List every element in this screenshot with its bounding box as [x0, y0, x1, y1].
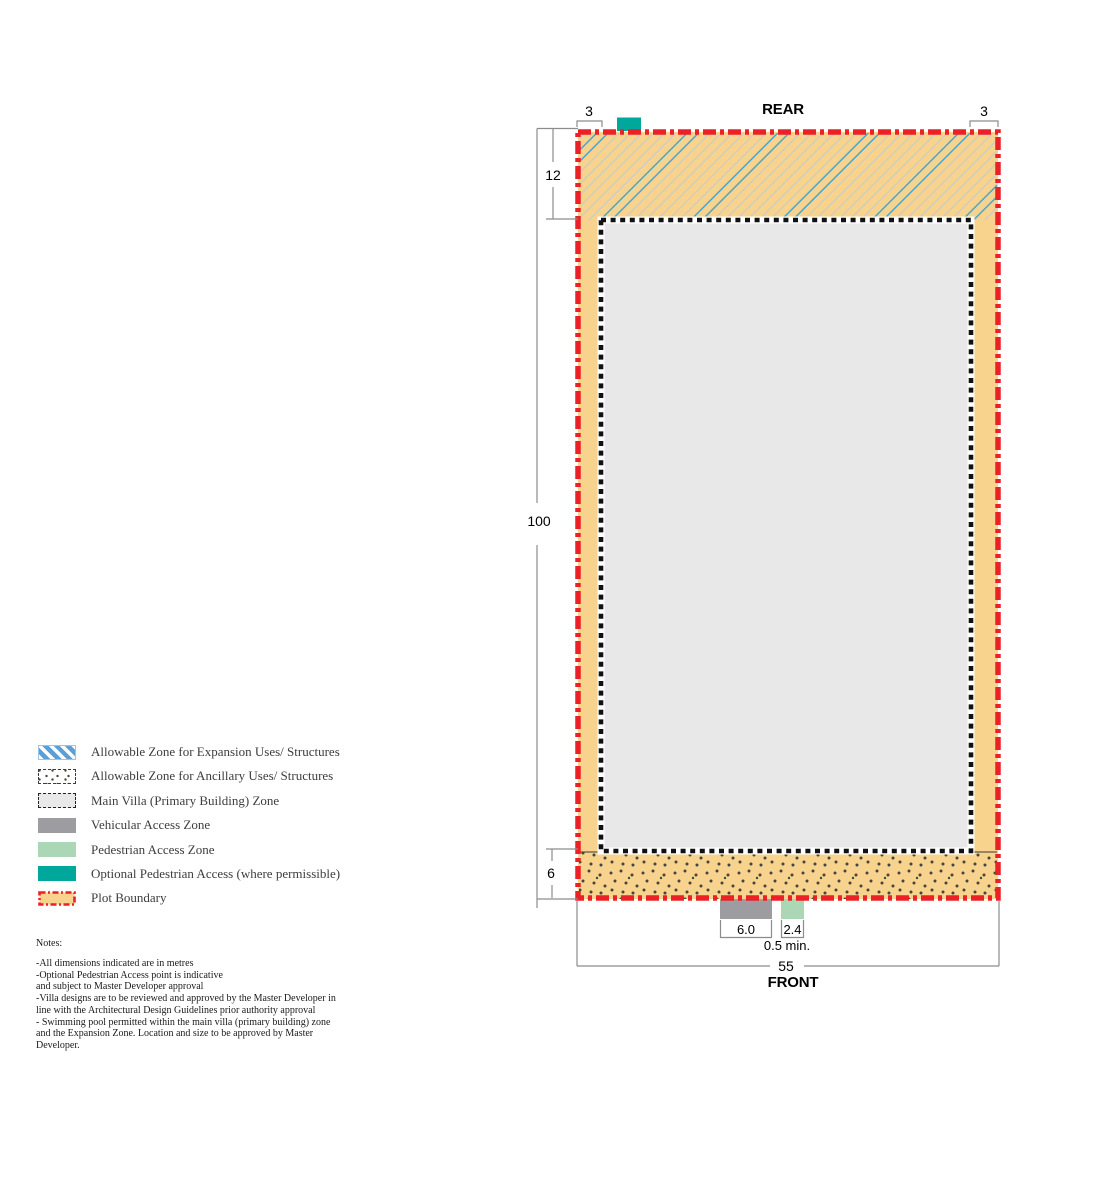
notes-line: Developer. — [36, 1039, 80, 1051]
side-setback-right-dim: 3 — [980, 103, 988, 119]
ancillary-zone — [579, 852, 997, 899]
legend-item-ancillary — [38, 768, 340, 784]
legend-item-boundary — [38, 890, 340, 906]
legend-item-pedestrian — [38, 842, 340, 858]
notes-line: - Swimming pool permitted within the main villa (primary building) zone — [36, 1016, 331, 1028]
legend-label: Allowable Zone for Ancillary Uses/ Structures — [91, 768, 334, 784]
optional-pedestrian-access-swatch — [38, 866, 76, 881]
notes-block — [36, 938, 346, 1052]
legend-item-vehicular — [38, 817, 340, 833]
legend-item-villa — [38, 793, 340, 809]
notes-title: Notes: — [36, 938, 63, 949]
notes-line: line with the Architectural Design Guidelines prior authority approval — [36, 1004, 316, 1016]
vehicular-access-swatch — [38, 818, 76, 833]
legend-label: Pedestrian Access Zone — [91, 841, 215, 857]
rear-zone-depth-dim: 12 — [545, 167, 561, 183]
notes-line: -Optional Pedestrian Access point is indicative — [36, 969, 223, 981]
notes-line: -All dimensions indicated are in metres — [36, 958, 194, 969]
pedestrian-access-zone — [781, 899, 804, 919]
legend-label: Main Villa (Primary Building) Zone — [91, 792, 280, 808]
expansion-zone-swatch — [38, 745, 76, 760]
legend-label: Plot Boundary — [91, 890, 167, 906]
pedestrian-access-width-dim: 2.4 — [783, 922, 802, 937]
ancillary-zone-swatch — [38, 769, 76, 784]
plot-width-dim: 55 — [778, 958, 794, 974]
main-villa-zone — [601, 220, 971, 851]
side-setback-left-dim: 3 — [585, 103, 593, 119]
vehicular-access-zone — [720, 899, 772, 919]
access-separation-dim: 0.5 min. — [763, 938, 811, 953]
plot-boundary-swatch — [38, 891, 76, 906]
legend-label: Vehicular Access Zone — [91, 817, 211, 833]
rear-label: REAR — [762, 101, 804, 118]
legend-label: Allowable Zone for Expansion Uses/ Structures — [91, 744, 340, 759]
legend-item-optional — [38, 866, 340, 882]
expansion-zone — [579, 133, 997, 220]
front-zone-depth-dim: 6 — [547, 865, 555, 881]
main-villa-zone-swatch — [38, 793, 76, 808]
legend — [38, 744, 340, 915]
notes-line: and the Expansion Zone. Location and size to be approved by Master — [36, 1028, 314, 1040]
front-label: FRONT — [767, 974, 819, 991]
vehicular-access-width-dim: 6.0 — [736, 922, 756, 937]
notes-line: -Villa designs are to be reviewed and approved by the Master Developer in — [36, 993, 336, 1005]
optional-pedestrian-access-marker — [617, 118, 641, 132]
plot-depth-dim: 100 — [527, 513, 551, 529]
notes-line: and subject to Master Developer approval — [36, 981, 204, 993]
legend-item-expansion — [38, 744, 340, 760]
legend-label: Optional Pedestrian Access (where permissible) — [91, 865, 341, 881]
pedestrian-access-swatch — [38, 842, 76, 857]
